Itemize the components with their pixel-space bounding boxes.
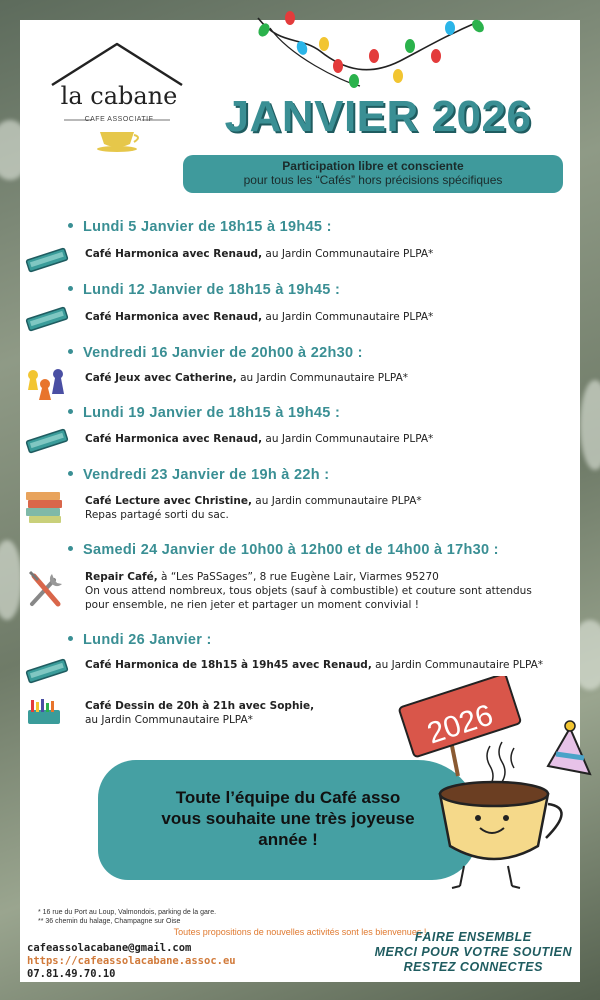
event-description: Café Harmonica avec Renaud, au Jardin Communautaire PLPA*: [85, 433, 434, 445]
event-date: [68, 632, 212, 648]
bullet-icon: [68, 546, 73, 551]
event-date-text: Samedi 24 Janvier de 10h00 à 12h00 et de 14h00 à 17h30 :: [83, 542, 499, 558]
logo-subtitle: CAFE ASSOCIATIF: [84, 116, 154, 123]
frost-decoration: [0, 540, 22, 620]
logo-name: la cabane: [60, 82, 178, 110]
slogan-line-2: MERCI POUR VOTRE SOUTIEN: [374, 945, 572, 959]
event-description: Café Jeux avec Catherine, au Jardin Communautaire PLPA*: [85, 372, 409, 384]
slogan-line-3: RESTEZ CONNECTES: [403, 960, 543, 974]
footnote-2: ** 36 chemin du halage, Champagne sur Oise: [38, 918, 181, 925]
event-date-text: Vendredi 16 Janvier de 20h00 à 22h30 :: [83, 345, 363, 361]
event-date-text: Lundi 12 Janvier de 18h15 à 19h45 :: [83, 282, 341, 298]
event-description: Café Lecture avec Christine, au Jardin communautaire PLPA*: [85, 495, 422, 507]
frost-decoration: [580, 380, 600, 470]
coffee-cup-mascot-icon: [398, 676, 598, 896]
event-date: [68, 467, 329, 483]
bullet-icon: [68, 349, 73, 354]
contact-phone[interactable]: 07.81.49.70.10: [27, 968, 116, 980]
tools-icon: [24, 568, 68, 612]
contact-email[interactable]: cafeassolacabane@gmail.com: [27, 942, 192, 954]
christmas-lights-icon: [250, 6, 490, 96]
event-description: Café Dessin de 20h à 21h avec Sophie,: [85, 700, 315, 712]
bullet-icon: [68, 409, 73, 414]
event-date: [68, 282, 340, 298]
event-date-text: Lundi 5 Janvier de 18h15 à 19h45 :: [83, 219, 332, 235]
event-date: [68, 219, 332, 235]
event-description: Repair Café, à “Les PaSSages”, 8 rue Eugène Lair, Viarmes 95270: [85, 571, 439, 583]
event-note: Repas partagé sorti du sac.: [85, 509, 229, 521]
event-note: On vous attend nombreux, tous objets (sauf à combustible) et couture sont attendus pour ensemble, ne rien jeter et partager un moment convivial !: [85, 585, 532, 611]
books-icon: [24, 490, 64, 524]
event-date-text: Vendredi 23 Janvier de 19h à 22h :: [83, 467, 330, 483]
harmonica-icon: [24, 426, 70, 456]
greeting-line-1: Toute l’équipe du Café asso: [175, 788, 401, 807]
harmonica-icon: [24, 245, 70, 275]
event-date: [68, 405, 340, 421]
footnotes: [38, 908, 216, 926]
event-description: Café Harmonica de 18h15 à 19h45 avec Renaud, au Jardin Communautaire PLPA*: [85, 659, 544, 671]
event-description: Café Harmonica avec Renaud, au Jardin Communautaire PLPA*: [85, 311, 434, 323]
event-date-text: Lundi 26 Janvier :: [83, 632, 212, 648]
page-title: JANVIER 2026: [224, 92, 532, 141]
sign-2026-text: 2026: [423, 698, 497, 751]
event-date-text: Lundi 19 Janvier de 18h15 à 19h45 :: [83, 405, 341, 421]
greeting-line-3: année !: [258, 830, 318, 849]
harmonica-icon: [24, 304, 70, 334]
banner-line-1: Participation libre et consciente: [282, 159, 464, 173]
board-game-pawns-icon: [24, 366, 68, 404]
event-description: Café Harmonica avec Renaud, au Jardin Communautaire PLPA*: [85, 248, 434, 260]
banner-line-2: pour tous les “Cafés” hors précisions spécifiques: [243, 173, 503, 187]
participation-banner: [183, 155, 563, 193]
slogan-line-1: FAIRE ENSEMBLE: [414, 930, 532, 944]
slogan: [375, 930, 572, 975]
greeting-line-2: vous souhaite une très joyeuse: [161, 809, 415, 828]
contact-website[interactable]: https://cafeassolacabane.assoc.eu: [27, 955, 236, 967]
event-location: au Jardin Communautaire PLPA*: [85, 714, 253, 726]
bullet-icon: [68, 223, 73, 228]
bullet-icon: [68, 636, 73, 641]
footnote-1: * 16 rue du Port au Loup, Valmondois, parking de la gare.: [38, 909, 217, 916]
event-date: [68, 542, 499, 558]
invite-text: Toutes propositions de nouvelles activités sont les bienvenues !: [173, 927, 427, 937]
bullet-icon: [68, 286, 73, 291]
bullet-icon: [68, 471, 73, 476]
event-date: [68, 345, 363, 361]
art-supplies-icon: [24, 698, 64, 726]
harmonica-icon: [24, 656, 70, 686]
